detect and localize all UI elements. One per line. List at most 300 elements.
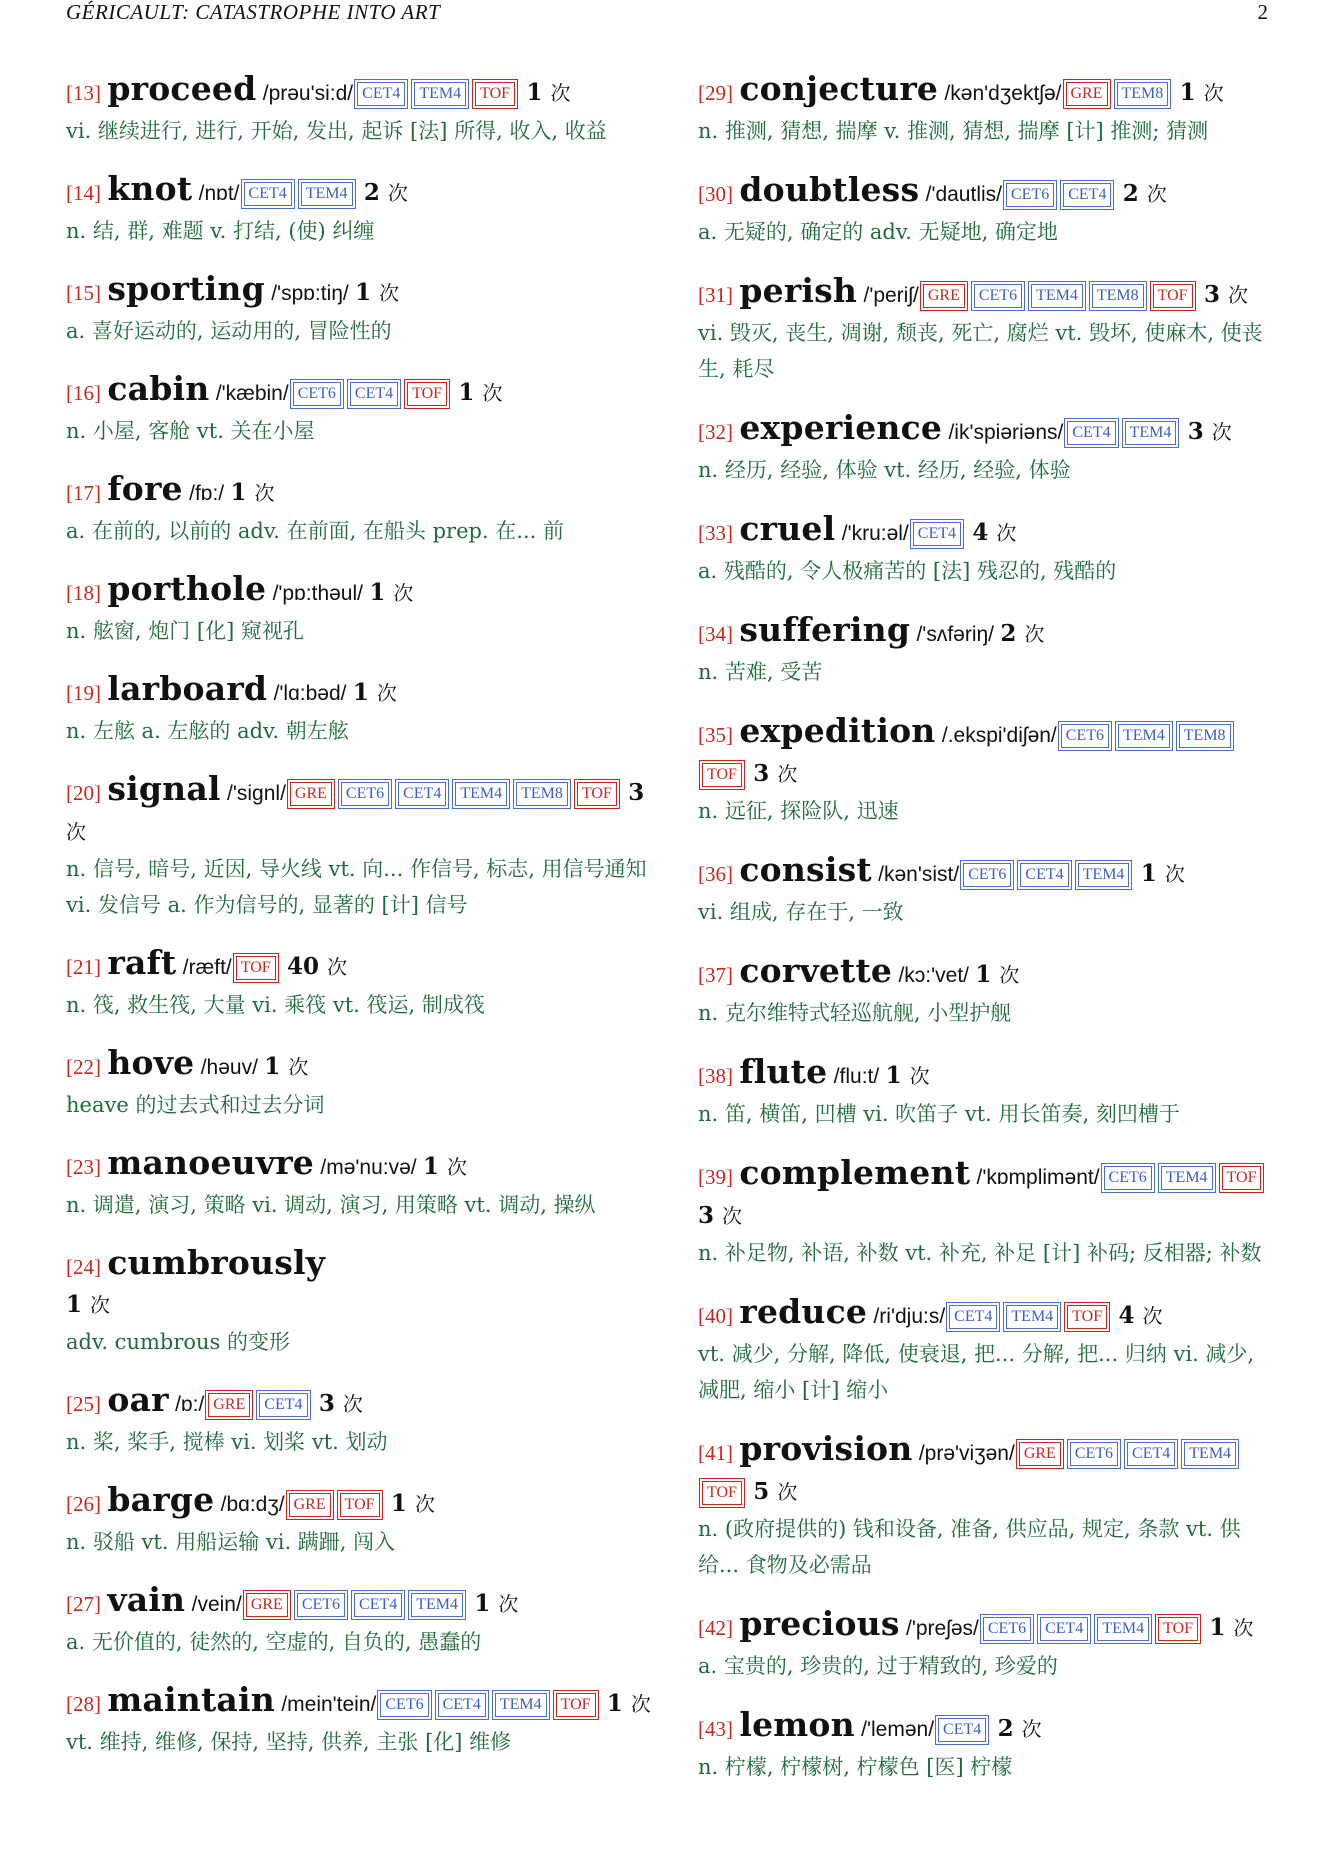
vocab-entry (698, 851, 1270, 930)
exam-tag: TOF (702, 1481, 742, 1505)
count-number: 5 (753, 1478, 770, 1505)
occurrence-count (972, 519, 1016, 546)
count-unit: 次 (999, 963, 1020, 987)
exam-tag: CET4 (938, 1718, 986, 1742)
exam-tag: CET6 (293, 382, 341, 406)
exam-tag: CET6 (341, 782, 389, 806)
count-number: 3 (318, 1390, 335, 1417)
entry-headline (698, 70, 1270, 113)
headword: corvette (739, 951, 893, 990)
exam-tag: TOF (1153, 284, 1193, 308)
entry-number: [30] (698, 182, 733, 206)
definition: n. 左舷 a. 左舷的 adv. 朝左舷 (66, 719, 349, 743)
count-number: 1 (355, 279, 372, 306)
phonetic: /flu:t/ (833, 1065, 880, 1088)
exam-tag: TEM8 (1179, 724, 1231, 748)
exam-tag: CET4 (350, 382, 398, 406)
vocab-entry (698, 1605, 1270, 1684)
definition: n. 经历, 经验, 体验 vt. 经历, 经验, 体验 (698, 458, 1071, 482)
count-number: 4 (972, 519, 989, 546)
phonetic: /ɒ:/ (175, 1393, 205, 1416)
vocab-entry (66, 570, 656, 649)
entry-number: [19] (66, 681, 101, 705)
headword: barge (107, 1480, 215, 1519)
vocab-entry (66, 70, 656, 149)
exam-tag: TOF (577, 782, 617, 806)
count-number: 1 (66, 1291, 83, 1318)
occurrence-count (369, 579, 413, 606)
entry-headline (698, 1430, 1270, 1511)
count-number: 2 (1122, 180, 1139, 207)
headword: flute (739, 1052, 828, 1091)
entry-headline (698, 1053, 1270, 1096)
entry-headline (66, 670, 656, 713)
entry-headline (66, 770, 656, 851)
vocab-entry (698, 1293, 1270, 1408)
exam-tag: CET4 (1067, 421, 1115, 445)
headword: consist (739, 850, 872, 889)
exam-tag: CET6 (1061, 724, 1109, 748)
count-unit: 次 (342, 1392, 363, 1416)
entry-headline (698, 1293, 1270, 1336)
definition: n. 驳船 vt. 用船运输 vi. 蹒跚, 闯入 (66, 1530, 396, 1554)
vocab-entry (66, 170, 656, 249)
phonetic: /kən'dʒektʃə/ (944, 82, 1062, 105)
exam-tag: TEM8 (1117, 82, 1169, 106)
count-unit: 次 (777, 762, 798, 786)
exam-tag: CET6 (297, 1593, 345, 1617)
entry-number: [37] (698, 963, 733, 987)
count-unit: 次 (254, 481, 275, 505)
count-unit: 次 (482, 381, 503, 405)
phonetic: /prə'viʒən/ (918, 1442, 1015, 1465)
definition: a. 无价值的, 徒然的, 空虚的, 自负的, 愚蠢的 (66, 1630, 482, 1654)
headword: cruel (739, 509, 836, 548)
count-unit: 次 (630, 1692, 651, 1716)
exam-tag: TEM4 (495, 1693, 547, 1717)
count-unit: 次 (909, 1064, 930, 1088)
exam-tag: GRE (208, 1393, 250, 1417)
occurrence-count (753, 1478, 797, 1505)
phonetic: /mein'tein/ (281, 1693, 377, 1716)
entry-number: [33] (698, 521, 733, 545)
count-unit: 次 (996, 521, 1017, 545)
vocab-entry (698, 70, 1270, 149)
vocab-entry (66, 1144, 656, 1223)
exam-tag: CET4 (1127, 1442, 1175, 1466)
exam-tag: TEM4 (1031, 284, 1083, 308)
phonetic: /'preʃəs/ (906, 1617, 979, 1640)
exam-tag: TEM4 (1161, 1166, 1213, 1190)
occurrence-count (458, 379, 502, 406)
exam-tag: GRE (289, 1493, 331, 1517)
count-number: 3 (1203, 281, 1220, 308)
count-number: 1 (606, 1690, 623, 1717)
count-unit: 次 (498, 1592, 519, 1616)
vocab-entry (66, 1381, 656, 1460)
entry-number: [43] (698, 1717, 733, 1741)
count-number: 3 (698, 1202, 715, 1229)
exam-tag: TOF (702, 763, 742, 787)
count-unit: 次 (777, 1480, 798, 1504)
occurrence-count (1188, 418, 1232, 445)
occurrence-count (607, 1690, 651, 1717)
occurrence-count (391, 1490, 435, 1517)
entry-number: [31] (698, 283, 733, 307)
phonetic: /fɒ:/ (189, 482, 225, 505)
entry-headline (698, 171, 1270, 214)
exam-tag: TOF (236, 956, 276, 980)
entry-number: [24] (66, 1255, 101, 1279)
exam-tag: TOF (1067, 1305, 1107, 1329)
exam-tag: CET4 (1040, 1617, 1088, 1641)
exam-tag: CET6 (963, 863, 1011, 887)
headword: expedition (739, 711, 936, 750)
phonetic: /'pɒ:thəul/ (272, 582, 363, 605)
count-number: 1 (390, 1490, 407, 1517)
definition: n. 信号, 暗号, 近因, 导火线 vt. 向... 作信号, 标志, 用信号通知 vi. 发信号 a. 作为信号的, 显著的 [计] 信号 (66, 857, 647, 917)
occurrence-count (998, 1715, 1042, 1742)
entry-number: [38] (698, 1064, 733, 1088)
exam-tag: TOF (475, 82, 515, 106)
vocab-entry (698, 1706, 1270, 1785)
vocab-entry (698, 712, 1270, 829)
vocab-entry (698, 611, 1270, 690)
entry-headline (66, 944, 656, 987)
entry-headline (698, 952, 1270, 995)
entry-headline (66, 1144, 656, 1187)
entry-headline (66, 570, 656, 613)
definition: n. 小屋, 客舱 vt. 关在小屋 (66, 419, 315, 443)
definition: n. 苦难, 受苦 (698, 660, 823, 684)
count-unit: 次 (1203, 81, 1224, 105)
phonetic: /.ekspi'diʃən/ (941, 724, 1057, 747)
phonetic: /kɔ:'vet/ (898, 964, 969, 987)
exam-tag: CET6 (1006, 183, 1054, 207)
exam-tag: TOF (407, 382, 447, 406)
headword: conjecture (739, 69, 939, 108)
exam-tag: CET4 (949, 1305, 997, 1329)
count-number: 1 (369, 579, 386, 606)
exam-tag: TEM4 (411, 1593, 463, 1617)
entry-number: [34] (698, 622, 733, 646)
definition: n. 推测, 猜想, 揣摩 v. 推测, 猜想, 揣摩 [计] 推测; 猜测 (698, 119, 1209, 143)
entry-number: [14] (66, 181, 101, 205)
count-unit: 次 (90, 1293, 111, 1317)
count-unit: 次 (550, 81, 571, 105)
vocab-entry (66, 370, 656, 449)
exam-tag: CET4 (244, 182, 292, 206)
exam-tag: TEM4 (455, 782, 507, 806)
entry-number: [32] (698, 420, 733, 444)
vocab-entry (66, 770, 656, 923)
definition: a. 喜好运动的, 运动用的, 冒险性的 (66, 319, 392, 343)
count-number: 1 (1209, 1614, 1226, 1641)
count-number: 1 (422, 1153, 439, 1180)
definition: a. 残酷的, 令人极痛苦的 [法] 残忍的, 残酷的 (698, 559, 1117, 583)
page-number: 2 (1257, 0, 1268, 24)
count-number: 1 (1140, 860, 1157, 887)
count-unit: 次 (1227, 283, 1248, 307)
phonetic: /'signl/ (227, 782, 286, 805)
definition: n. 结, 群, 难题 v. 打结, (使) 纠缠 (66, 219, 375, 243)
headword: hove (107, 1043, 195, 1082)
headword: provision (739, 1429, 913, 1468)
headword: porthole (107, 569, 267, 608)
count-unit: 次 (1164, 862, 1185, 886)
entry-headline (698, 510, 1270, 553)
vocab-entry (698, 171, 1270, 250)
count-unit: 次 (414, 1492, 435, 1516)
definition: n. 远征, 探险队, 迅速 (698, 799, 899, 823)
occurrence-count (753, 760, 797, 787)
count-unit: 次 (447, 1155, 467, 1179)
count-unit: 次 (1021, 1717, 1042, 1741)
occurrence-count (66, 1286, 656, 1324)
phonetic: /vein/ (191, 1593, 242, 1616)
entry-number: [17] (66, 481, 101, 505)
headword: knot (107, 169, 193, 208)
exam-tag: TOF (1158, 1617, 1198, 1641)
definition: vt. 维持, 维修, 保持, 坚持, 供养, 主张 [化] 维修 (66, 1730, 512, 1754)
exam-tag: TOF (556, 1693, 596, 1717)
headword: lemon (739, 1705, 855, 1744)
exam-tag: TEM4 (1118, 724, 1170, 748)
count-unit: 次 (379, 281, 400, 305)
page-header (66, 0, 1268, 30)
entry-headline (698, 272, 1270, 315)
count-number: 1 (975, 961, 992, 988)
entry-headline (698, 1154, 1270, 1235)
vocab-entry (66, 1581, 656, 1660)
count-unit: 次 (1211, 420, 1232, 444)
headword: experience (739, 408, 943, 447)
vocab-entry (698, 1053, 1270, 1132)
exam-tag: CET4 (357, 82, 405, 106)
entry-headline (698, 1706, 1270, 1749)
vocab-entry (66, 944, 656, 1023)
phonetic: /ri'dju:s/ (873, 1305, 946, 1328)
count-number: 1 (474, 1590, 491, 1617)
exam-tag: TEM8 (1092, 284, 1144, 308)
entry-headline (66, 1681, 656, 1724)
entry-headline (66, 1481, 656, 1524)
count-number: 3 (628, 779, 645, 806)
running-title: GÉRICAULT: CATASTROPHE INTO ART (66, 0, 441, 24)
occurrence-count (353, 679, 397, 706)
headword: reduce (739, 1292, 868, 1331)
exam-tag: TEM4 (1006, 1305, 1058, 1329)
entry-headline (66, 1044, 656, 1087)
count-number: 2 (997, 1715, 1014, 1742)
entry-number: [27] (66, 1592, 101, 1616)
count-number: 1 (1179, 79, 1196, 106)
definition: adv. cumbrous 的变形 (66, 1330, 290, 1354)
entry-headline (66, 470, 656, 513)
definition: a. 宝贵的, 珍贵的, 过于精致的, 珍爱的 (698, 1654, 1058, 1678)
entry-number: [16] (66, 381, 101, 405)
vocab-entry (66, 470, 656, 549)
exam-tag: CET4 (438, 1693, 486, 1717)
entry-headline (66, 270, 656, 313)
vocab-entry (698, 272, 1270, 387)
occurrence-count (423, 1153, 467, 1180)
count-unit: 次 (66, 820, 86, 844)
right-column (698, 70, 1270, 1807)
headword: precious (739, 1604, 900, 1643)
entry-headline (66, 1244, 656, 1324)
definition: n. 柠檬, 柠檬树, 柠檬色 [医] 柠檬 (698, 1755, 1013, 1779)
exam-tag: TEM4 (1097, 1617, 1149, 1641)
vocab-entry (66, 1044, 656, 1123)
exam-tag: CET4 (354, 1593, 402, 1617)
headword: larboard (107, 669, 268, 708)
exam-tag: CET6 (1104, 1166, 1152, 1190)
definition: vt. 减少, 分解, 降低, 使衰退, 把... 分解, 把... 归纳 vi. 减少, 减肥, 缩小 [计] 缩小 (698, 1342, 1255, 1402)
exam-tag: TEM4 (1184, 1442, 1236, 1466)
definition: n. 笛, 横笛, 凹槽 vi. 吹笛子 vt. 用长笛奏, 刻凹槽于 (698, 1102, 1180, 1126)
phonetic: /'kɒmplimənt/ (976, 1166, 1100, 1189)
entry-number: [40] (698, 1304, 733, 1328)
occurrence-count (1209, 1614, 1253, 1641)
exam-tag: CET4 (259, 1393, 307, 1417)
exam-tag: CET6 (380, 1693, 428, 1717)
headword: fore (107, 469, 183, 508)
vocab-entry (66, 670, 656, 749)
entry-headline (66, 1581, 656, 1624)
phonetic: /'lemən/ (861, 1718, 935, 1741)
exam-tag: GRE (923, 284, 965, 308)
exam-tag: CET4 (913, 522, 961, 546)
exam-tag: CET4 (398, 782, 446, 806)
vocab-entry (66, 270, 656, 349)
occurrence-count (319, 1390, 363, 1417)
entry-number: [25] (66, 1392, 101, 1416)
count-unit: 次 (1142, 1304, 1163, 1328)
exam-tag: TOF (1222, 1166, 1262, 1190)
definition: a. 无疑的, 确定的 adv. 无疑地, 确定地 (698, 220, 1058, 244)
exam-tag: CET4 (1020, 863, 1068, 887)
entry-headline (698, 409, 1270, 452)
exam-tag: CET4 (1063, 183, 1111, 207)
definition: n. 舷窗, 炮门 [化] 窥视孔 (66, 619, 304, 643)
occurrence-count (886, 1062, 930, 1089)
exam-tag: CET6 (983, 1617, 1031, 1641)
vocab-entry (698, 1430, 1270, 1583)
phonetic: /'periʃ/ (863, 284, 919, 307)
count-unit: 次 (288, 1055, 309, 1079)
headword: suffering (739, 610, 911, 649)
exam-tag: GRE (246, 1593, 288, 1617)
phonetic: /'sʌfəriŋ/ (916, 623, 994, 646)
count-unit: 次 (387, 181, 408, 205)
exam-tag: TEM4 (1125, 421, 1177, 445)
exam-tag: TEM4 (414, 82, 466, 106)
phonetic: /'dautlis/ (925, 183, 1002, 206)
occurrence-count (287, 953, 347, 980)
count-unit: 次 (327, 955, 348, 979)
count-unit: 次 (376, 681, 397, 705)
definition: a. 在前的, 以前的 adv. 在前面, 在船头 prep. 在... 前 (66, 519, 565, 543)
entry-number: [29] (698, 81, 733, 105)
exam-tag: GRE (290, 782, 332, 806)
occurrence-count (975, 961, 1019, 988)
count-number: 3 (1187, 418, 1204, 445)
occurrence-count (1141, 860, 1185, 887)
count-number: 4 (1118, 1302, 1135, 1329)
count-number: 1 (230, 479, 247, 506)
count-number: 3 (753, 760, 770, 787)
entry-number: [36] (698, 862, 733, 886)
definition: vi. 毁灭, 丧生, 凋谢, 颓丧, 死亡, 腐烂 vt. 毁坏, 使麻木, 使丧生, 耗尽 (698, 321, 1263, 381)
phonetic: /'kæbin/ (215, 382, 289, 405)
count-number: 1 (458, 379, 475, 406)
entry-number: [42] (698, 1616, 733, 1640)
phonetic: /ik'spiəriəns/ (948, 421, 1064, 444)
definition: n. 筏, 救生筏, 大量 vi. 乘筏 vt. 筏运, 制成筏 (66, 993, 485, 1017)
entry-number: [21] (66, 955, 101, 979)
headword: doubtless (739, 170, 920, 209)
occurrence-count (1118, 1302, 1162, 1329)
headword: signal (107, 769, 221, 808)
occurrence-count (1180, 79, 1224, 106)
phonetic: /'kru:əl/ (841, 522, 909, 545)
left-column (66, 70, 656, 1781)
entry-number: [41] (698, 1441, 733, 1465)
entry-headline (66, 1381, 656, 1424)
definition: n. 调遣, 演习, 策略 vi. 调动, 演习, 用策略 vt. 调动, 操纵 (66, 1193, 596, 1217)
entry-number: [18] (66, 581, 101, 605)
headword: cabin (107, 369, 210, 408)
vocab-entry (698, 510, 1270, 589)
vocab-entry (66, 1681, 656, 1760)
occurrence-count (355, 279, 399, 306)
headword: oar (107, 1380, 169, 1419)
count-unit: 次 (393, 581, 414, 605)
phonetic: /bɑ:dʒ/ (220, 1493, 285, 1516)
headword: complement (739, 1153, 971, 1192)
exam-tag: GRE (1019, 1442, 1061, 1466)
entry-headline (66, 70, 656, 113)
headword: manoeuvre (107, 1143, 315, 1182)
headword: maintain (107, 1680, 275, 1719)
definition: vi. 组成, 存在于, 一致 (698, 900, 904, 924)
definition: heave 的过去式和过去分词 (66, 1093, 325, 1117)
phonetic: /'spɒ:tiŋ/ (271, 282, 349, 305)
phonetic: /həuv/ (200, 1056, 258, 1079)
count-unit: 次 (1146, 182, 1167, 206)
definition: n. 桨, 桨手, 搅棒 vi. 划桨 vt. 划动 (66, 1430, 388, 1454)
entry-headline (698, 611, 1270, 654)
entry-headline (66, 370, 656, 413)
exam-tag: TEM8 (516, 782, 568, 806)
count-number: 1 (526, 79, 543, 106)
occurrence-count (474, 1590, 518, 1617)
phonetic: /'lɑ:bəd/ (273, 682, 347, 705)
headword: vain (107, 1580, 186, 1619)
count-number: 40 (287, 953, 320, 980)
headword: proceed (107, 69, 257, 108)
entry-number: [35] (698, 723, 733, 747)
vocab-entry (698, 952, 1270, 1031)
count-number: 2 (1000, 620, 1017, 647)
headword: sporting (107, 269, 265, 308)
count-unit: 次 (1233, 1616, 1254, 1640)
occurrence-count (1000, 620, 1044, 647)
entry-number: [23] (66, 1155, 101, 1179)
entry-headline (698, 1605, 1270, 1648)
definition: n. (政府提供的) 钱和设备, 准备, 供应品, 规定, 条款 vt. 供给... 食物及必需品 (698, 1517, 1241, 1577)
